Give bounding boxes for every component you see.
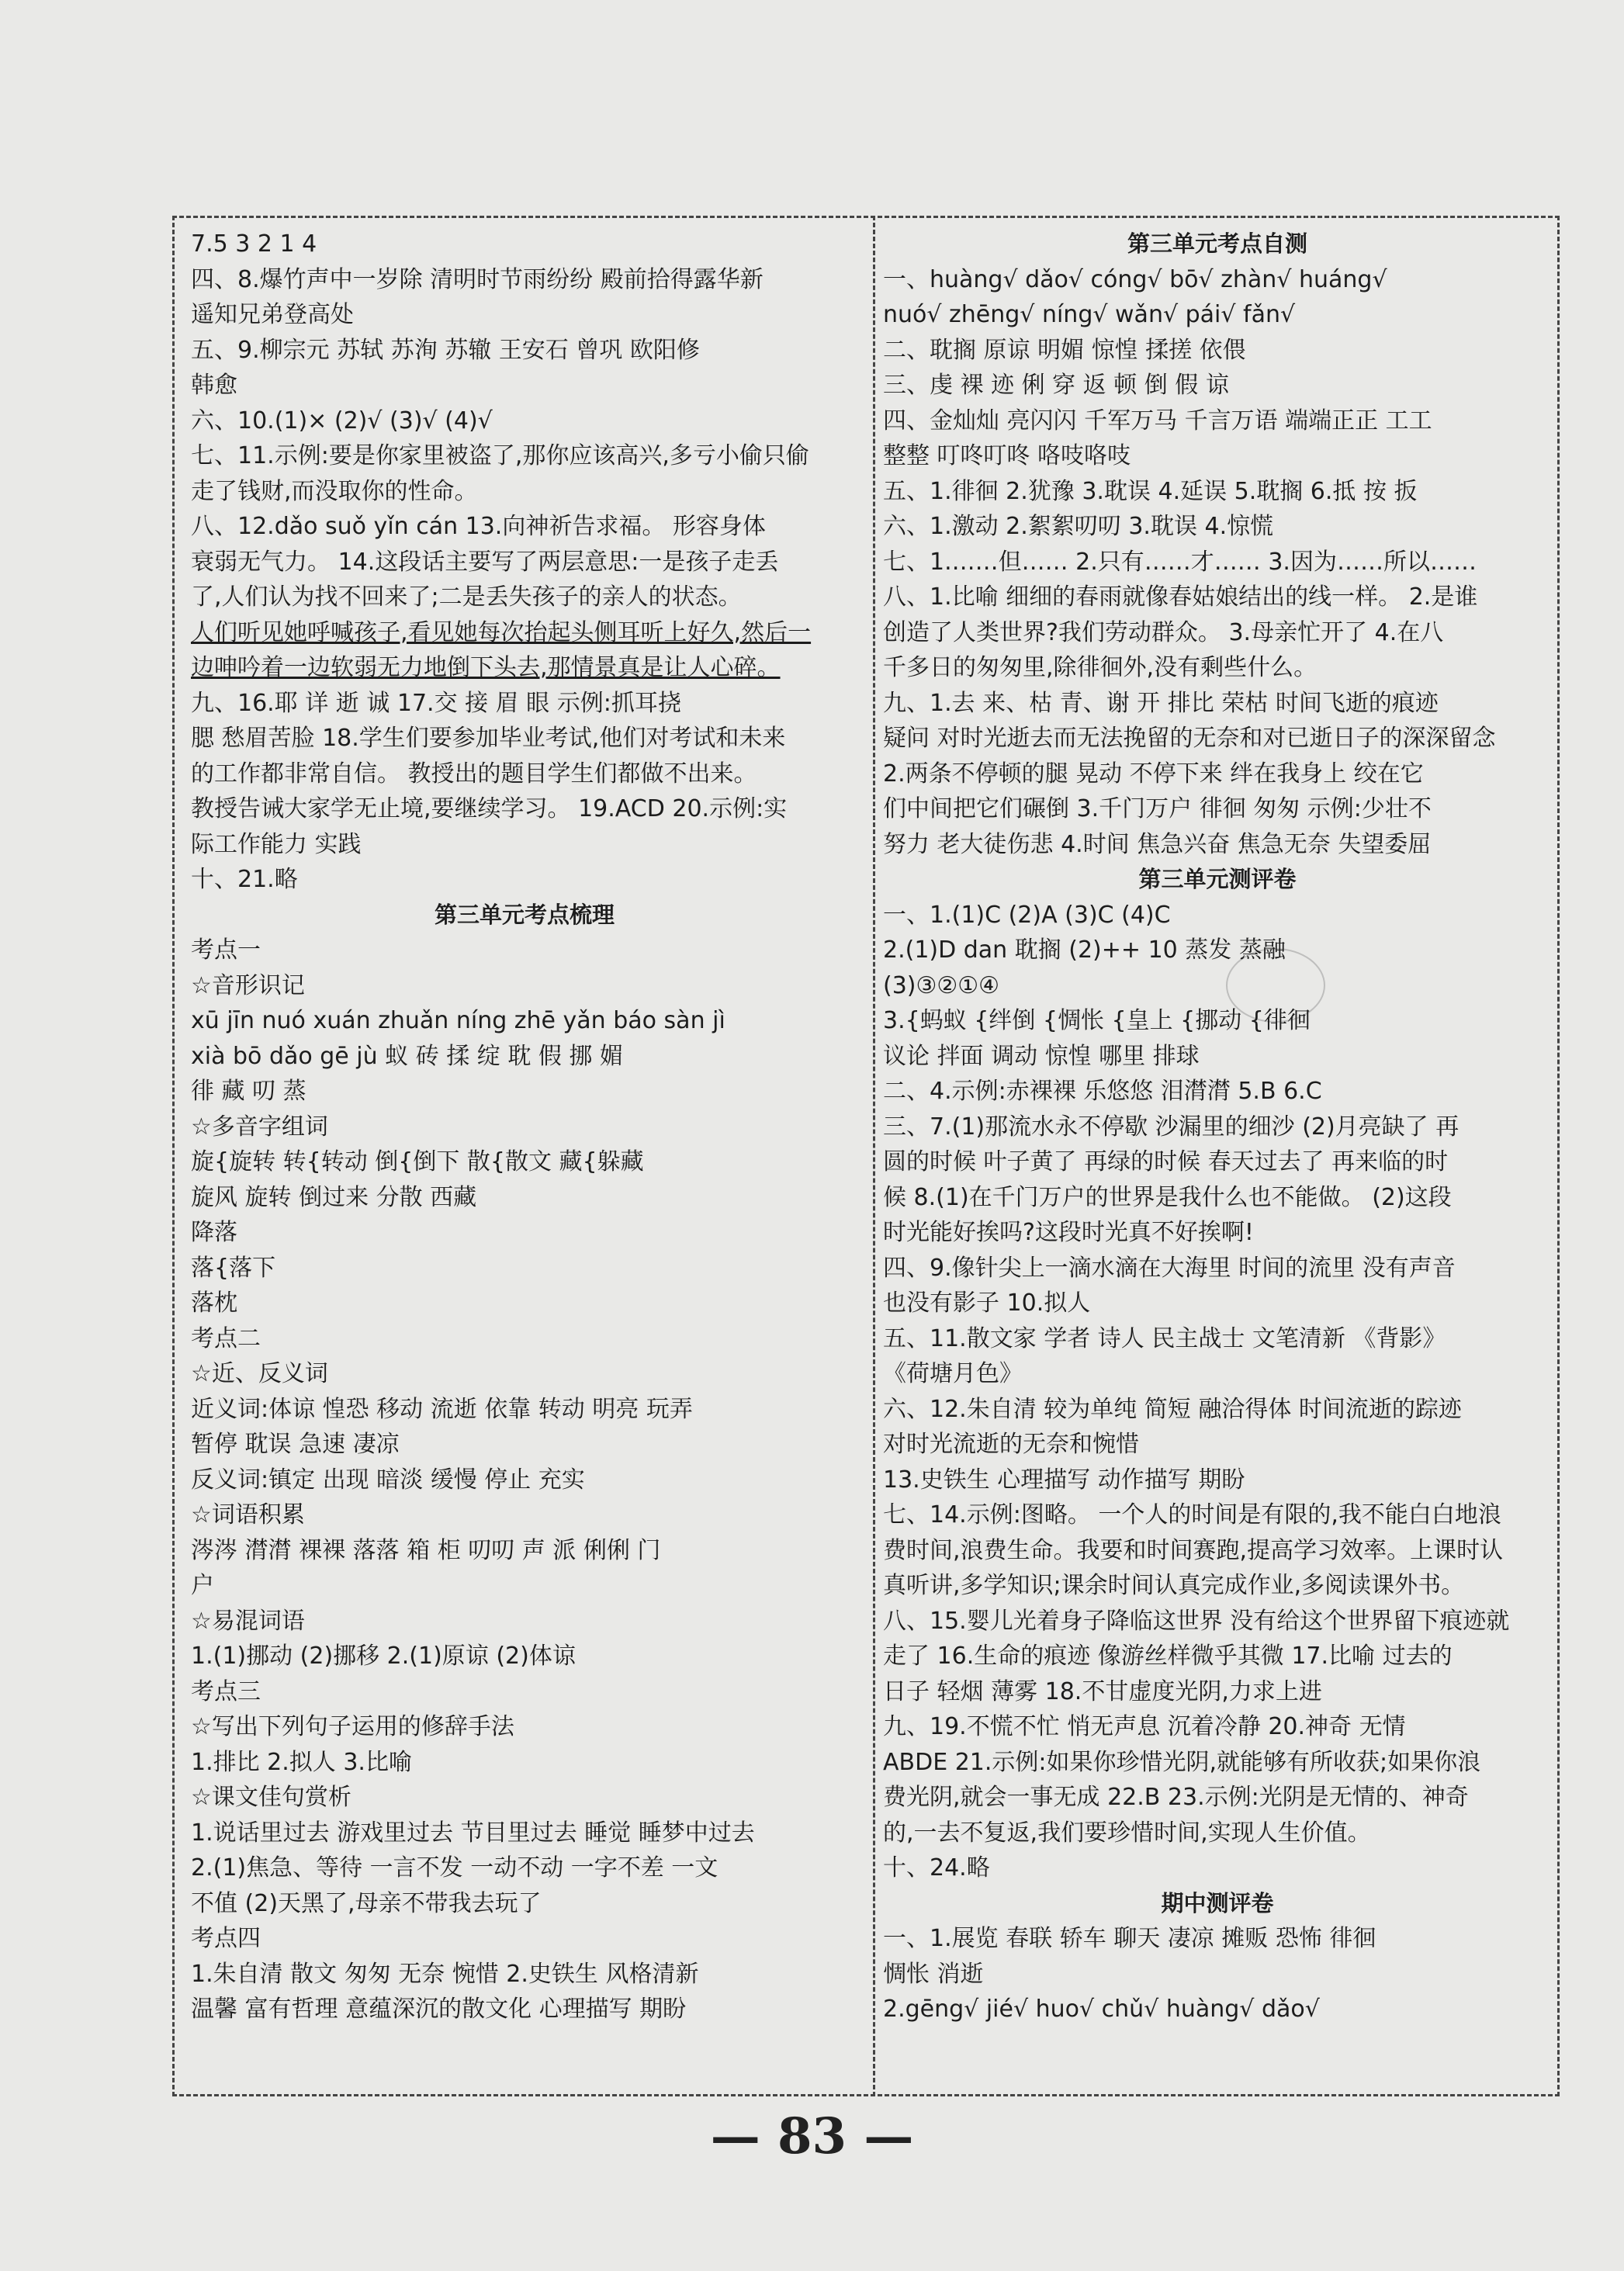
answer-line: 2.(1)焦急、等待 一言不发 一动不动 一字不差 一文 (191, 1854, 719, 1882)
answer-line: 五、1.徘徊 2.犹豫 3.耽误 4.延误 5.耽搁 6.抵 按 扳 (883, 477, 1418, 505)
answer-line: 衰弱无气力。 14.这段话主要写了两层意思:一是孩子走丢 (191, 548, 779, 576)
answer-line: 九、19.不慌不忙 悄无声息 沉着冷静 20.神奇 无情 (883, 1713, 1406, 1740)
answer-line: 七、14.示例:图略。 一个人的时间是有限的,我不能白白地浪 (883, 1501, 1501, 1528)
answer-line: 韩愈 (191, 372, 237, 399)
answer-line: ☆近、反义词 (191, 1360, 328, 1387)
answer-line: 八、12.dǎo suǒ yǐn cán 13.向神祈告求福。 形容身体 (191, 513, 766, 540)
answer-line: 日子 轻烟 薄雾 18.不甘虚度光阴,力求上进 (883, 1677, 1322, 1705)
answer-line: 不值 (2)天黑了,母亲不带我去玩了 (191, 1889, 542, 1917)
answer-line: 八、15.婴儿光着身子降临这世界 没有给这个世界留下痕迹就 (883, 1607, 1510, 1635)
answer-line: 四、金灿灿 亮闪闪 千军万马 千言万语 端端正正 工工 (883, 407, 1432, 434)
answer-line: 时光能好挨吗?这段时光真不好挨啊! (883, 1219, 1254, 1246)
section-heading: 第三单元考点自测 (1127, 230, 1307, 257)
answer-line: 涔涔 潸潸 裸裸 落落 箱 柜 叨叨 声 派 俐俐 门 (191, 1536, 661, 1564)
answer-line: 遥知兄弟登高处 (191, 301, 354, 328)
right-column (883, 227, 1552, 2027)
answer-line: ☆多音字组词 (191, 1113, 328, 1141)
underlined-answer: 边呻吟着一边软弱无力地倒下头去,那情景真是让人心碎。 (191, 654, 781, 681)
answer-line: 腮 愁眉苦脸 18.学生们要参加毕业考试,他们对考试和未来 (191, 725, 786, 752)
answer-line: 二、4.示例:赤裸裸 乐悠悠 泪潸潸 5.B 6.C (883, 1078, 1322, 1105)
answer-line: 的工作都非常自信。 教授出的题目学生们都做不出来。 (191, 760, 757, 788)
answer-line: 对时光流逝的无奈和惋惜 (883, 1431, 1139, 1458)
answer-line: 们中间把它们碾倒 3.千门万户 徘徊 匆匆 示例:少壮不 (883, 795, 1432, 822)
answer-line: 旋{旋转 转{转动 倒{倒下 散{散文 藏{躲藏 (191, 1148, 644, 1175)
answer-line: ABDE 21.示例:如果你珍惜光阴,就能够有所收获;如果你浪 (883, 1748, 1481, 1776)
answer-line: 走了钱财,而没取你的性命。 (191, 477, 478, 505)
answer-line: 一、1.展览 春联 轿车 聊天 凄凉 摊贩 恐怖 徘徊 (883, 1925, 1376, 1952)
answer-line: 际工作能力 实践 (191, 830, 362, 858)
answer-line: 1.(1)挪动 (2)挪移 2.(1)原谅 (2)体谅 (191, 1643, 576, 1670)
answer-line: 1.朱自清 散文 匆匆 无奈 惋惜 2.史铁生 风格清新 (191, 1960, 699, 1988)
answer-line: 1.排比 2.拟人 3.比喻 (191, 1748, 412, 1776)
page-number: — 83 — (710, 2107, 914, 2165)
answer-line: 走了 16.生命的痕迹 像游丝样微乎其微 17.比喻 过去的 (883, 1643, 1453, 1670)
answer-line: (3)③②①④ (883, 971, 1000, 999)
answer-line: ☆课文佳句赏析 (191, 1784, 351, 1811)
answer-line: 七、1.……但…… 2.只有……才…… 3.因为……所以…… (883, 548, 1477, 576)
answer-line: 考点一 (191, 936, 261, 964)
answer-line: xū jīn nuó xuán zhuǎn níng zhē yǎn báo sàn jì (191, 1007, 725, 1034)
answer-line: 7.5 3 2 1 4 (191, 230, 317, 258)
answer-line: 3.{蚂蚁 {绊倒 {惆怅 {皇上 {挪动 {徘徊 (883, 1007, 1311, 1034)
section-heading: 第三单元考点梳理 (434, 901, 615, 928)
answer-line: 三、虔 裸 迹 俐 穿 返 顿 倒 假 谅 (883, 372, 1229, 399)
answer-line: 考点四 (191, 1925, 261, 1952)
page-number-value: 83 (777, 2107, 847, 2165)
answer-line: 八、1.比喻 细细的春雨就像春姑娘结出的线一样。 2.是谁 (883, 583, 1478, 611)
answer-line: 创造了人类世界?我们劳动群众。 3.母亲忙开了 4.在八 (883, 618, 1444, 646)
answer-line: 惆怅 消逝 (883, 1960, 984, 1988)
answer-line: 努力 老大徒伤悲 4.时间 焦急兴奋 焦急无奈 失望委屈 (883, 830, 1432, 858)
answer-line: 四、8.爆竹声中一岁除 清明时节雨纷纷 殿前拾得露华新 (191, 265, 764, 293)
answer-line: ☆音形识记 (191, 971, 305, 999)
answer-line: 降落 (191, 1219, 237, 1246)
answer-line: 候 8.(1)在千门万户的世界是我什么也不能做。 (2)这段 (883, 1183, 1452, 1211)
answer-line: 一、1.(1)C (2)A (3)C (4)C (883, 901, 1171, 929)
column-divider (873, 216, 875, 2096)
answer-line: 《荷塘月色》 (883, 1360, 1023, 1387)
answer-line: 六、10.(1)× (2)√ (3)√ (4)√ (191, 407, 493, 434)
answer-line: 十、24.略 (883, 1854, 990, 1882)
answer-line: 九、1.去 来、枯 青、谢 开 排比 荣枯 时间飞逝的痕迹 (883, 689, 1439, 717)
answer-line: 13.史铁生 心理描写 动作描写 期盼 (883, 1466, 1245, 1494)
answer-line: ☆写出下列句子运用的修辞手法 (191, 1713, 514, 1740)
answer-line: 2.(1)D dan 耽搁 (2)++ 10 蒸发 蒸融 (883, 936, 1286, 964)
answer-line: 温馨 富有哲理 意蕴深沉的散文化 心理描写 期盼 (191, 1996, 687, 2023)
answer-line: xià bō dǎo gē jù 蚁 砖 揉 绽 耽 假 挪 媚 (191, 1042, 623, 1070)
answer-line: 也没有影子 10.拟人 (883, 1290, 1091, 1317)
answer-line: 教授告诫大家学无止境,要继续学习。 19.ACD 20.示例:实 (191, 795, 788, 822)
answer-line (191, 650, 858, 686)
answer-line: 二、耽搁 原谅 明媚 惊惶 揉搓 依偎 (883, 336, 1246, 364)
answer-line: 2.gēng√ jié√ huo√ chǔ√ huàng√ dǎo√ (883, 1996, 1320, 2023)
answer-line: 九、16.耶 详 逝 诚 17.交 接 眉 眼 示例:抓耳挠 (191, 689, 681, 717)
answer-line: 四、9.像针尖上一滴水滴在大海里 时间的流里 没有声音 (883, 1254, 1456, 1282)
answer-line: 真听讲,多学知识;课余时间认真完成作业,多阅读课外书。 (883, 1572, 1465, 1599)
answer-line: 十、21.略 (191, 866, 298, 893)
answer-line: 暂停 耽误 急速 凄凉 (191, 1431, 400, 1458)
answer-line: nuó√ zhēng√ níng√ wǎn√ pái√ fǎn√ (883, 301, 1296, 328)
answer-line: ☆词语积累 (191, 1501, 305, 1528)
answer-line: 旋风 旋转 倒过来 分散 西藏 (191, 1183, 477, 1211)
answer-line: 千多日的匆匆里,除徘徊外,没有剩些什么。 (883, 654, 1318, 681)
answer-line: 考点三 (191, 1677, 261, 1705)
answer-line: 近义词:体谅 惶恐 移动 流逝 依靠 转动 明亮 玩弄 (191, 1395, 693, 1423)
answer-line: 圆的时候 叶子黄了 再绿的时候 春天过去了 再来临的时 (883, 1148, 1449, 1175)
answer-line: 一、huàng√ dǎo√ cóng√ bō√ zhàn√ huáng√ (883, 265, 1387, 293)
answer-line: ☆易混词语 (191, 1607, 305, 1635)
answer-line: 六、12.朱自清 较为单纯 简短 融洽得体 时间流逝的踪迹 (883, 1395, 1462, 1423)
answer-line: 落枕 (191, 1290, 237, 1317)
answer-line: 反义词:镇定 出现 暗淡 缓慢 停止 充实 (191, 1466, 585, 1494)
answer-line: 七、11.示例:要是你家里被盗了,那你应该高兴,多亏小偷只偷 (191, 442, 809, 469)
answer-line (191, 615, 858, 651)
answer-line: 2.两条不停顿的腿 晃动 不停下来 绊在我身上 绞在它 (883, 760, 1424, 788)
answer-line: 徘 藏 叨 蒸 (191, 1078, 306, 1105)
section-heading: 期中测评卷 (1161, 1889, 1274, 1916)
answer-line: 费光阴,就会一事无成 22.B 23.示例:光阴是无情的、神奇 (883, 1784, 1469, 1811)
answer-line: 三、7.(1)那流水永不停歇 沙漏里的细沙 (2)月亮缺了 再 (883, 1113, 1460, 1141)
answer-line: 议论 拌面 调动 惊惶 哪里 排球 (883, 1042, 1200, 1070)
answer-line: 六、1.激动 2.絮絮叨叨 3.耽误 4.惊慌 (883, 513, 1274, 540)
answer-line: 户 (191, 1572, 214, 1599)
section-heading: 第三单元测评卷 (1138, 866, 1297, 892)
answer-line: 五、11.散文家 学者 诗人 民主战士 文笔清新 《背影》 (883, 1324, 1446, 1352)
answer-line: 整整 叮咚叮咚 咯吱咯吱 (883, 442, 1131, 469)
answer-line: 费时间,浪费生命。我要和时间赛跑,提高学习效率。上课时认 (883, 1536, 1504, 1564)
answer-line: 疑问 对时光逝去而无法挽留的无奈和对已逝日子的深深留念 (883, 725, 1496, 752)
answer-line: 的,一去不复返,我们要珍惜时间,实现人生价值。 (883, 1819, 1371, 1847)
left-column (191, 227, 858, 2027)
answer-line: 落{落下 (191, 1254, 276, 1282)
answer-line: 1.说话里过去 游戏里过去 节目里过去 睡觉 睡梦中过去 (191, 1819, 755, 1847)
answer-line: 了,人们认为找不回来了;二是丢失孩子的亲人的状态。 (191, 583, 742, 611)
underlined-answer: 人们听见她呼喊孩子,看见她每次抬起头侧耳听上好久,然后一 (191, 618, 812, 646)
answer-line: 五、9.柳宗元 苏轼 苏洵 苏辙 王安石 曾巩 欧阳修 (191, 336, 700, 364)
answer-line: 考点二 (191, 1324, 261, 1352)
